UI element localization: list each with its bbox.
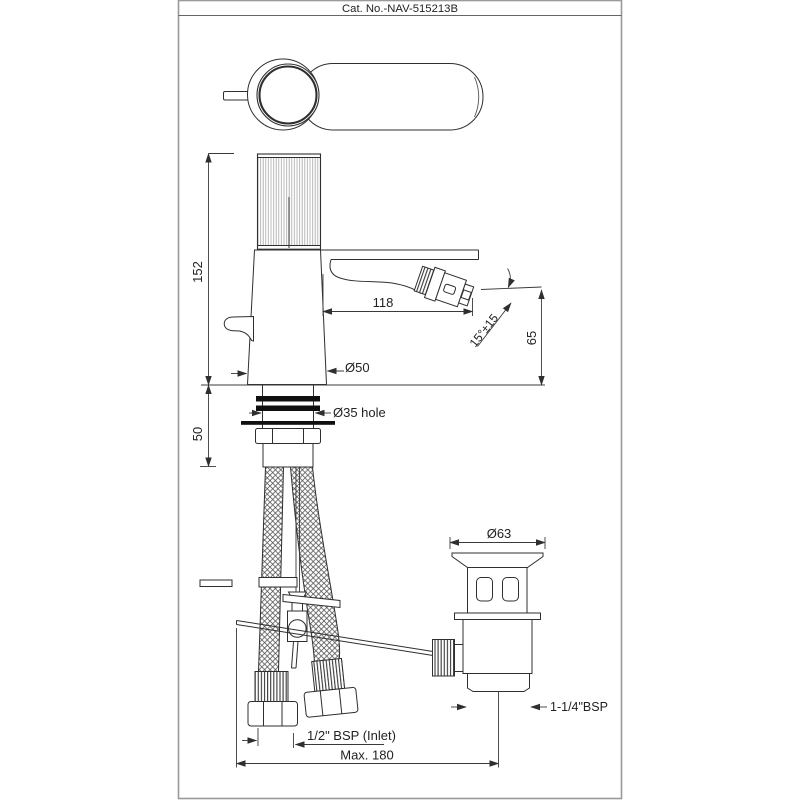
rod-connector-knurl bbox=[433, 640, 455, 677]
svg-text:15°±15: 15°±15 bbox=[466, 311, 502, 350]
drain-top-flange bbox=[452, 553, 543, 568]
overflow-slot-right bbox=[503, 578, 519, 602]
top-view bbox=[224, 59, 484, 130]
spout-top bbox=[300, 64, 483, 131]
mounting-nut bbox=[256, 429, 321, 444]
hose-ferrule-right bbox=[312, 658, 345, 691]
svg-text:Ø35 hole: Ø35 hole bbox=[333, 405, 386, 420]
drain-mid-flange bbox=[455, 613, 541, 620]
hose-nut-left bbox=[248, 702, 298, 727]
svg-text:152: 152 bbox=[190, 261, 205, 283]
clamp-bar-left bbox=[200, 580, 232, 587]
svg-text:50: 50 bbox=[190, 426, 205, 442]
drain-thread bbox=[468, 674, 530, 692]
svg-text:Max. 180: Max. 180 bbox=[340, 747, 394, 763]
threaded-shank bbox=[263, 444, 313, 468]
faucet-body bbox=[248, 250, 327, 385]
gasket-upper bbox=[256, 396, 320, 402]
rod-connector-collar bbox=[455, 645, 464, 672]
clamp-bar-mid bbox=[259, 578, 297, 588]
handle-knob bbox=[258, 154, 321, 249]
svg-text:65: 65 bbox=[524, 330, 539, 346]
catalogue-number: Cat. No.-NAV-515213B bbox=[342, 3, 458, 15]
svg-text:1/2" BSP (Inlet): 1/2" BSP (Inlet) bbox=[307, 728, 396, 743]
overflow-slot-left bbox=[477, 578, 493, 602]
svg-text:Ø63: Ø63 bbox=[486, 526, 512, 541]
drain-lower-body bbox=[463, 620, 532, 674]
svg-text:Ø50: Ø50 bbox=[345, 360, 370, 375]
svg-text:1-1/4"BSP: 1-1/4"BSP bbox=[550, 700, 608, 714]
handle-ring-inner bbox=[260, 67, 317, 124]
svg-text:118: 118 bbox=[372, 295, 394, 310]
washer-plate bbox=[241, 421, 335, 425]
gasket-lower bbox=[256, 406, 320, 412]
hose-nut-right bbox=[304, 687, 358, 717]
hose-ferrule-left bbox=[255, 672, 288, 702]
